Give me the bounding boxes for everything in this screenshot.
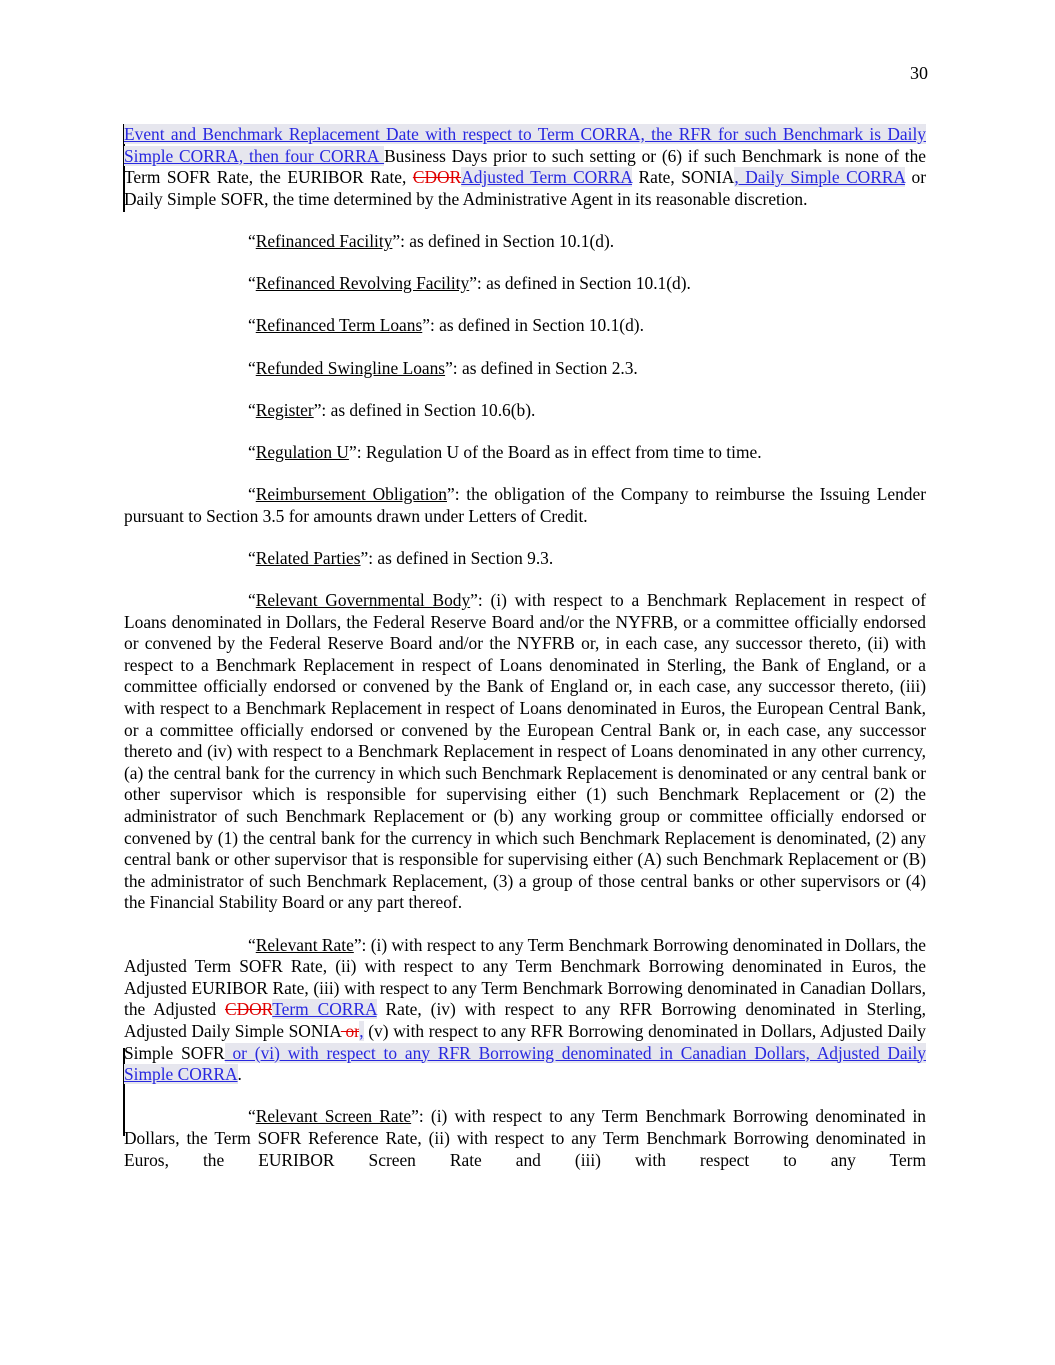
defined-term: Refinanced Term Loans bbox=[255, 315, 423, 336]
inserted-text: , Daily Simple CORRA bbox=[734, 167, 906, 188]
definition-text: ”: as defined in Section 10.1(d). bbox=[469, 273, 691, 294]
definition-related-parties bbox=[124, 548, 926, 570]
defined-term: Relevant Screen Rate bbox=[255, 1106, 412, 1127]
defined-term: Related Parties bbox=[255, 547, 361, 568]
definition-text: ”: as defined in Section 9.3. bbox=[360, 547, 554, 568]
definition-reimbursement-obligation bbox=[124, 484, 926, 527]
inserted-text: Term CORRA bbox=[272, 999, 377, 1020]
defined-term: Register bbox=[255, 399, 314, 420]
intro-paragraph bbox=[124, 124, 926, 210]
definition-text: . bbox=[237, 1064, 242, 1085]
definition-relevant-screen-rate bbox=[124, 1106, 926, 1171]
quote-mark: “ bbox=[248, 357, 256, 378]
definition-text: ”: (i) with respect to any Term Benchmark Borrowing denominated in Dollars, the Term SOFR Reference Rate, (ii) with respect to any Term Benchmark Borrowing denominated in Euros, the EURIBOR Screen Rate and (iii) with respect to any Term bbox=[124, 1106, 926, 1170]
defined-term: Refunded Swingline Loans bbox=[255, 357, 446, 378]
definition-relevant-rate bbox=[124, 935, 926, 1086]
definition-text: ”: the obligation of the Company to reimburse the Issuing Lender pursuant to Section 3.5 for amounts drawn under Letters of Credit. bbox=[124, 484, 926, 526]
quote-mark: “ bbox=[248, 315, 256, 336]
quote-mark: “ bbox=[248, 230, 256, 251]
definition-text: ”: (i) with respect to a Benchmark Replacement in respect of Loans denominated in Dollars, the Federal Reserve Board and/or the NYFRB, or a committee officially endorsed or convened by the Federal Reserve Board and/or the NYFRB or, in each case, any successor thereto, (ii) with respect to a Benchmark Replacement in respect of Loans denominated in Sterling, the Bank of England, or a committee officially endorsed or convened by the Bank of England or, in each case, any successor thereto, (iii) with respect to a Benchmark Replacement in respect of Loans denominated in Euros, the European Central Bank, or a committee officially endorsed or convened by the European Central Bank or, in each case, any successor thereto and (iv) with respect to a Benchmark Replacement in respect of Loans denominated in any other currency, (a) the central bank for the currency in which such Benchmark Replacement is denominated or any central bank or other supervisor which is responsible for supervising either (1) such Benchmark Replacement or (2) the administrator of such Benchmark Replacement or (b) any working group or committee officially endorsed or convened by (1) the central bank for the currency in which such Benchmark Replacement is denominated, (2) any central bank or other supervisor that is responsible for supervising either (A) such Benchmark Replacement or (B) the administrator of such Benchmark Replacement, (3) a group of those central banks or other supervisors or (4) the Financial Stability Board or any part thereof. bbox=[124, 590, 926, 913]
definition-text: ”: as defined in Section 10.1(d). bbox=[422, 315, 644, 336]
inserted-text: or (vi) with respect to any RFR Borrowing denominated in Canadian Dollars, Adjusted Daily Simple CORRA bbox=[124, 1042, 926, 1085]
defined-term: Regulation U bbox=[255, 441, 349, 462]
definition-refinanced-facility bbox=[124, 231, 926, 253]
quote-mark: “ bbox=[248, 1106, 256, 1127]
quote-mark: “ bbox=[248, 441, 256, 462]
definition-text: ”: Regulation U of the Board as in effect from time to time. bbox=[348, 441, 762, 462]
defined-term: Relevant Rate bbox=[255, 934, 354, 955]
inserted-text: Event and Benchmark Replacement Date with respect to Term CORRA, the RFR for such Benchmark is Daily Simple CORRA, then four CORRA bbox=[124, 124, 926, 166]
deleted-text: CDOR bbox=[224, 999, 273, 1020]
quote-mark: “ bbox=[248, 399, 256, 420]
defined-term: Reimbursement Obligation bbox=[255, 484, 447, 505]
body-text: Rate, SONIA bbox=[632, 167, 735, 188]
definition-text: Rate, (iv) with respect to any RFR Borrowing denominated in Sterling, Adjusted Daily Simple SONIA bbox=[124, 999, 927, 1041]
definition-refinanced-revolving-facility bbox=[124, 273, 926, 295]
page-number: 30 bbox=[910, 63, 928, 83]
definition-text: ”: as defined in Section 2.3. bbox=[445, 357, 638, 378]
quote-mark: “ bbox=[248, 484, 256, 505]
quote-mark: “ bbox=[248, 590, 256, 611]
defined-term: Refinanced Facility bbox=[255, 230, 393, 251]
definition-text: ”: (i) with respect to any Term Benchmark Borrowing denominated in Dollars, the Adjusted Term SOFR Rate, (ii) with respect to any Term Benchmark Borrowing denominated in Euros, the Adjusted EURIBOR Rate, (iii) with respect to any Term Benchmark Borrowing denominated in Canadian Dollars, the Adjusted bbox=[124, 934, 927, 1020]
body-text: Business Days prior to such setting or (6) if such Benchmark is none of the Term SOFR Rate, the EURIBOR Rate, bbox=[124, 145, 926, 188]
quote-mark: “ bbox=[248, 934, 256, 955]
inserted-text: , bbox=[359, 1020, 364, 1041]
quote-mark: “ bbox=[248, 547, 256, 568]
definition-regulation-u bbox=[124, 442, 926, 464]
inserted-text: Adjusted Term CORRA bbox=[461, 167, 633, 188]
quote-mark: “ bbox=[248, 273, 256, 294]
definition-text: ”: as defined in Section 10.1(d). bbox=[392, 230, 615, 251]
deleted-text: or bbox=[340, 1020, 360, 1041]
defined-term: Refinanced Revolving Facility bbox=[255, 273, 470, 294]
deleted-text: CDOR bbox=[412, 167, 462, 188]
definition-text: ”: as defined in Section 10.6(b). bbox=[313, 399, 536, 420]
defined-term: Relevant Governmental Body bbox=[255, 590, 471, 611]
definition-refunded-swingline-loans bbox=[124, 358, 926, 380]
definition-refinanced-term-loans bbox=[124, 315, 926, 337]
definition-text: (v) with respect to any RFR Borrowing denominated in Dollars, Adjusted Daily Simple SOFR bbox=[124, 1020, 926, 1063]
definition-relevant-governmental-body bbox=[124, 590, 926, 914]
definition-register bbox=[124, 400, 926, 422]
document-body bbox=[124, 124, 926, 1192]
body-text: or Daily Simple SOFR, the time determined by the Administrative Agent in its reasonable discretion. bbox=[124, 167, 927, 209]
